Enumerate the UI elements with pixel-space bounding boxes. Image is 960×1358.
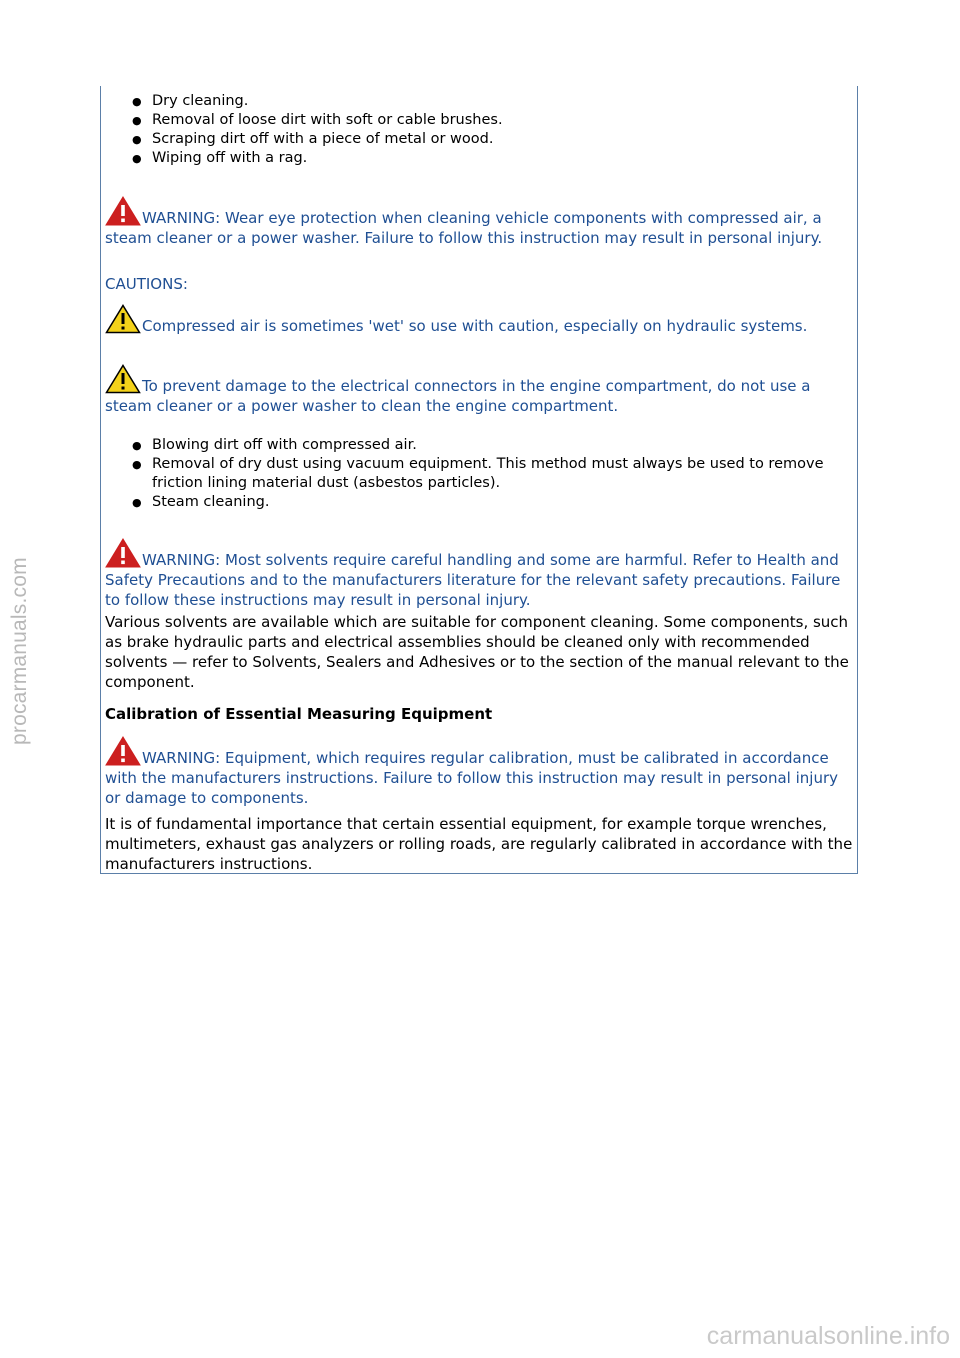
caution-compressed-air: Compressed air is sometimes 'wet' so use with caution, especially on hydraulic systems. (105, 304, 857, 336)
content-frame (100, 86, 858, 874)
caution-triangle-icon (105, 304, 141, 334)
warning-calibration: WARNING: Equipment, which requires regular calibration, must be calibrated in accordance with the manufacturers instructions. Failure to follow this instruction may result in personal injury or damage to components. (105, 736, 857, 808)
side-watermark: procarmanuals.com (8, 557, 31, 745)
list-item: ● Scraping dirt off with a piece of metal or wood. (132, 131, 494, 147)
bottom-watermark: carmanualsonline.info (706, 1322, 950, 1350)
list-item: ● Blowing dirt off with compressed air. (132, 437, 417, 453)
list-item: ● Removal of loose dirt with soft or cable brushes. (132, 112, 503, 128)
cautions-label: CAUTIONS: (105, 275, 188, 293)
list-item: ● Wiping off with a rag. (132, 150, 308, 166)
solvents-paragraph: Various solvents are available which are suitable for component cleaning. Some components, such as brake hydraulic parts and electrical assemblies should be cleaned only with recommended solvents — refer to Solvents, Sealers and Adhesives or to the section of the manual relevant to the component. (105, 613, 849, 691)
dust-removal-list (101, 436, 853, 512)
warning-solvents: WARNING: Most solvents require careful handling and some are harmful. Refer to Health and Safety Precautions and to the manufacturers literature for the relevant safety precautions. Failure to follow these instructions may result in personal injury. (105, 538, 857, 610)
warning-triangle-icon (105, 736, 141, 766)
list-item: ● Removal of dry dust using vacuum equipment. This method must always be used to remove friction lining material dust (asbestos particles). (132, 456, 824, 491)
list-item: ● Dry cleaning. (132, 93, 249, 109)
warning-triangle-icon (105, 538, 141, 568)
list-item: ● Steam cleaning. (132, 494, 270, 510)
caution-electrical-connectors: To prevent damage to the electrical connectors in the engine compartment, do not use a steam cleaner or a power washer to clean the engine compartment. (105, 364, 857, 416)
warning-triangle-icon (105, 196, 141, 226)
section-heading: Calibration of Essential Measuring Equipment (105, 705, 493, 723)
warning-eye-protection: WARNING: Wear eye protection when cleaning vehicle components with compressed air, a steam cleaner or a power washer. Failure to follow this instruction may result in personal injury. (105, 196, 857, 248)
caution-triangle-icon (105, 364, 141, 394)
cleaning-methods-list (101, 92, 853, 168)
calibration-paragraph: It is of fundamental importance that certain essential equipment, for example torque wrenches, multimeters, exhaust gas analyzers or rolling roads, are regularly calibrated in accordance with the manufacturers instructions. (105, 815, 853, 873)
